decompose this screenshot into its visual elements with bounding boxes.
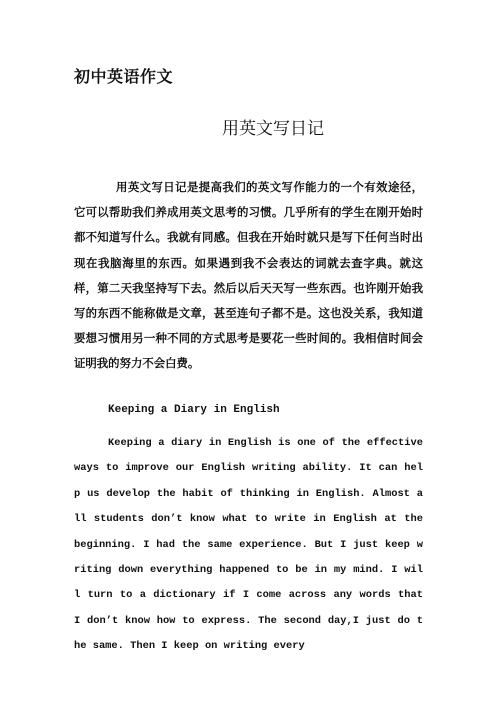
english-heading: Keeping a Diary in English	[108, 404, 280, 416]
document-header: 初中英语作文	[74, 67, 174, 86]
chinese-paragraph: 用英文写日记是提高我们的英文写作能力的一个有效途径，它可以帮助我们养成用英文思考的习惯。几乎所有的学生在刚开始时都不知道写什么。我就有同感。但我在开始时就只是写下任何当时出现在我脑海里的东西。如果遇到我不会表达的词就去查字典。就这样，第二天我坚持写下去。然后以后天天写一些东西。也许刚开始我写的东西不能称做是文章，甚至连句子都不是。这也没关系，我知道要想习惯用另一种不同的方式思考是要花一些时间的。我相信时间会证明我的努力不会白费。	[74, 180, 423, 371]
english-paragraph: Keeping a diary in English is one of the effective ways to improve our English writing ability. It can help us develop the habit of thinking in English. Almost all students don’t know what to write in English at the beginning. I had the same experience. But I just keep writing down everything happened to be in my mind. I will turn to a dictionary if I come across any words that I don’t know how to express. The second day,I just do the same. Then I keep on writing every	[74, 437, 423, 653]
document-title: 用英文写日记	[222, 119, 324, 139]
